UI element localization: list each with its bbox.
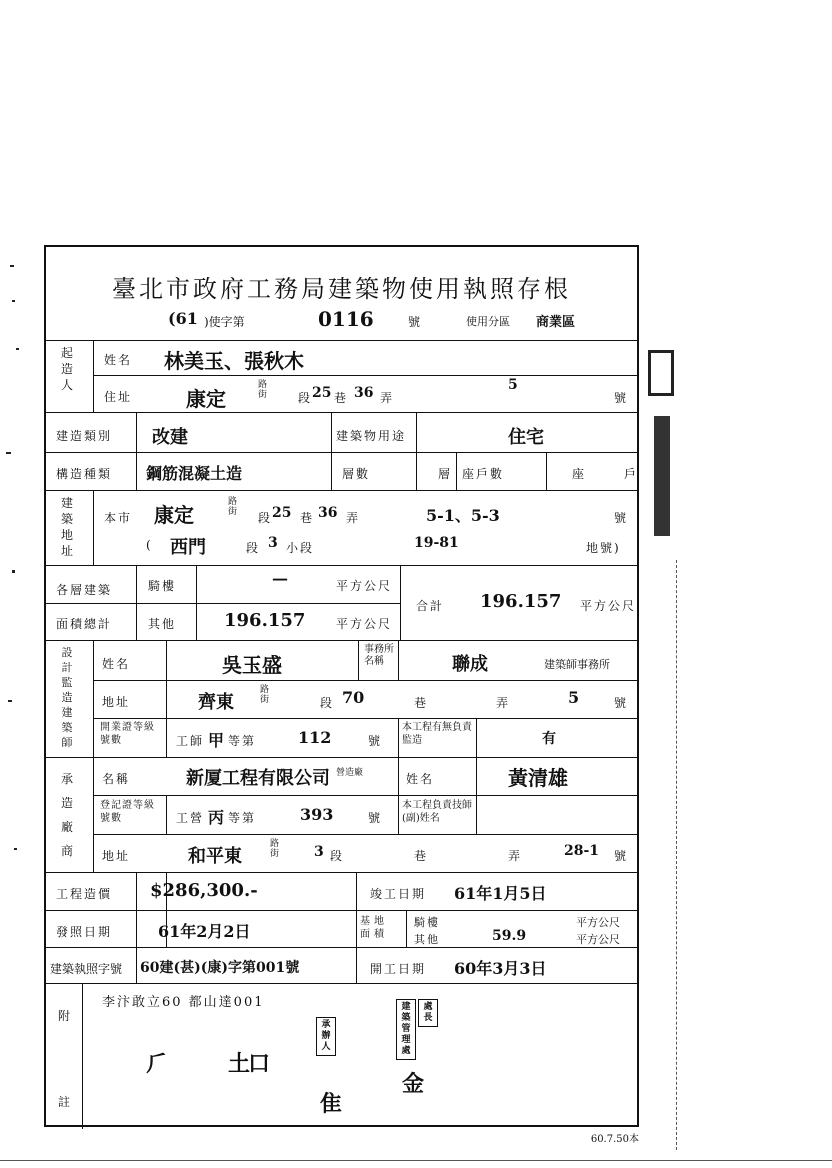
base-other-value: 59.9: [492, 928, 527, 944]
rule: [398, 640, 399, 680]
applicant-lane: 25: [312, 385, 332, 401]
architect-road-unit: 路街: [260, 685, 272, 705]
rule: [456, 452, 457, 490]
permit-form: [44, 245, 639, 1145]
rule: [331, 412, 332, 490]
architect-number-unit: 號: [614, 696, 629, 710]
base-arcade-label: 騎樓: [414, 916, 440, 929]
margin-stamp-strip: [648, 350, 688, 536]
households-unit-2: 戶: [624, 467, 639, 481]
contractor-person-value: 黃清雄: [508, 766, 568, 790]
architect-group-label: 設計監造建築師: [61, 646, 73, 749]
rule: [46, 983, 637, 984]
rule: [476, 795, 477, 834]
office-name-suffix: 建築師事務所: [544, 658, 610, 671]
architect-address-label: 地址: [102, 695, 131, 709]
total-area-label: 合計: [416, 599, 445, 613]
site-group-label: 建築地址: [60, 496, 73, 558]
contractor-number: 28-1: [564, 843, 600, 859]
registration-prefix: 工營: [176, 811, 205, 825]
applicant-group-label: 起造人: [60, 346, 73, 392]
contractor-address-label: 地址: [102, 849, 131, 863]
rule: [46, 872, 637, 873]
other-area-unit: 平方公尺: [336, 617, 393, 631]
license-number-unit: 號: [368, 734, 383, 748]
rule: [136, 412, 137, 490]
permit-suffix: 號: [408, 315, 421, 329]
applicant-road: 康定: [186, 387, 226, 411]
site-lot: 19-81: [414, 535, 459, 551]
applicant-lane-unit: 巷: [334, 391, 349, 405]
site-alley: 36: [318, 505, 338, 521]
applicant-address-label: 住址: [104, 390, 133, 404]
building-use-label: 建築物用途: [336, 429, 407, 443]
permit-number: 0116: [318, 307, 374, 331]
margin-mark: [648, 350, 674, 396]
contractor-sec-unit: 段: [330, 849, 345, 863]
registration-number: 393: [300, 805, 334, 824]
other-area-value: 196.157: [224, 610, 306, 631]
total-area-unit: 平方公尺: [580, 599, 637, 613]
license-grade-unit: 等第: [228, 734, 257, 748]
rule: [476, 718, 477, 757]
applicant-alley: 36: [354, 385, 374, 401]
rule: [406, 910, 407, 947]
scan-speck: [12, 300, 15, 302]
architect-alley-unit: 弄: [496, 696, 511, 710]
issue-date-label: 發照日期: [56, 925, 113, 939]
architect-name-label: 姓名: [102, 657, 131, 671]
contractor-group-label: 承造廠商: [60, 772, 73, 858]
cost-label: 工程造價: [56, 887, 113, 901]
rule: [136, 565, 137, 640]
site-lot-unit: 地號): [586, 541, 621, 555]
approval-stamp-1: 建築管理處: [396, 999, 416, 1060]
rule: [46, 490, 637, 491]
applicant-alley-unit: 弄: [380, 391, 395, 405]
scan-speck: [8, 700, 12, 702]
applicant-name-label: 姓名: [104, 353, 133, 367]
site-district: 西門: [170, 537, 206, 558]
site-open-paren: (: [146, 538, 153, 552]
zone-label: 使用分區: [466, 315, 510, 328]
license-prefix: 工師: [176, 734, 205, 748]
remarks-label-2: 註: [58, 1095, 73, 1109]
rule: [546, 452, 547, 490]
site-number-unit: 號: [614, 511, 629, 525]
rule: [46, 340, 637, 341]
other-area-label: 其他: [148, 617, 177, 631]
permit-prefix: )使字第: [204, 315, 245, 329]
contractor-road-unit: 路街: [270, 839, 282, 859]
approval-stamp-2: 處長: [418, 999, 438, 1027]
rule: [82, 983, 83, 1129]
rule: [93, 375, 637, 376]
rule: [46, 640, 637, 641]
structure-type-value: 鋼筋混凝土造: [146, 464, 243, 483]
supervise-value: 有: [542, 731, 556, 747]
registration-label: 登記證等級號數: [100, 800, 155, 824]
approval-stamp-3: 承辦人: [316, 1017, 336, 1056]
rule: [356, 872, 357, 983]
rule: [136, 872, 137, 983]
architect-sec-unit: 段: [320, 696, 335, 710]
signature-2: ⾫: [320, 1091, 341, 1117]
rule: [166, 640, 167, 757]
remarks-note: 李汴敢立60 都山達001: [102, 995, 265, 1010]
signature-1: ⼟⼝: [228, 1051, 269, 1077]
registration-grade-unit: 等第: [228, 811, 257, 825]
year-code: (61: [168, 309, 198, 328]
base-area-label: 基地面積: [360, 916, 388, 940]
rule: [93, 718, 637, 719]
households-unit: 座: [572, 467, 587, 481]
rule: [400, 565, 401, 640]
contractor-sec: 3: [314, 844, 324, 860]
office-name-label: 事務所名稱: [364, 644, 394, 667]
zone-value: 商業區: [536, 315, 576, 330]
area-label-line2: 面積總計: [56, 617, 113, 631]
completion-date-value: 61年1月5日: [454, 884, 547, 903]
arcade-label: 騎樓: [148, 579, 177, 593]
arcade-value: —: [272, 569, 288, 588]
remarks-label-1: 附: [58, 1009, 73, 1023]
rule: [46, 565, 637, 566]
applicant-road-unit: 路街: [258, 380, 270, 400]
permit-no-value: 60建(甚)(康)字第001號: [140, 960, 300, 976]
contractor-number-unit: 號: [614, 849, 629, 863]
architect-lane-unit: 巷: [414, 696, 429, 710]
license-label: 開業證等級號數: [100, 722, 155, 746]
rule: [398, 757, 399, 834]
applicant-name-value: 林美玉、張秋木: [164, 349, 304, 373]
rule: [196, 565, 197, 640]
site-road-unit: 路街: [228, 497, 240, 517]
site-lane: 25: [272, 505, 292, 521]
contractor-person-label: 姓名: [406, 772, 435, 786]
license-number: 112: [298, 728, 332, 747]
contractor-lane-unit: 巷: [414, 849, 429, 863]
site-sec-unit: 段: [258, 511, 273, 525]
applicant-sec-unit: 段: [298, 391, 313, 405]
rule: [93, 490, 94, 565]
site-subsection-unit: 小段: [286, 541, 315, 555]
rule: [93, 680, 637, 681]
rule: [46, 910, 637, 911]
floors-label: 層數: [342, 467, 371, 481]
site-numbers: 5-1、5-3: [426, 506, 500, 525]
scan-speck: [16, 348, 19, 350]
rule: [93, 640, 94, 872]
scan-speck: [10, 265, 14, 267]
rule: [93, 340, 94, 412]
building-use-value: 住宅: [508, 427, 544, 448]
rule: [93, 795, 637, 796]
scan-edge-line: [0, 1160, 832, 1161]
rule: [46, 412, 637, 413]
rule: [358, 640, 359, 680]
site-district-sec: 段: [246, 541, 261, 555]
completion-date-label: 竣工日期: [370, 887, 427, 901]
start-date-label: 開工日期: [370, 962, 427, 976]
signature-3: ⾦: [402, 1071, 423, 1097]
page-edge-line: [676, 560, 677, 1150]
form-title: 臺北市政府工務局建築物使用執照存根: [112, 275, 571, 303]
license-grade: 甲: [208, 731, 225, 750]
contractor-name-suffix: 營造廠: [336, 768, 364, 778]
site-city: 本市: [104, 511, 133, 525]
print-code: 60.7.50本: [590, 1134, 639, 1145]
office-name-value: 聯成: [452, 654, 488, 675]
contractor-name-label: 名稱: [102, 772, 131, 786]
scan-speck: [12, 570, 15, 573]
permit-no-label: 建築執照字號: [50, 962, 123, 976]
contractor-name-value: 新厦工程有限公司: [186, 768, 330, 789]
rule: [46, 452, 637, 453]
scan-speck: [6, 452, 11, 454]
base-other-unit: 平方公尺: [576, 933, 620, 946]
site-alley-unit: 弄: [346, 511, 361, 525]
rule: [476, 757, 477, 796]
site-subsection: 3: [268, 535, 278, 551]
base-other-label: 其他: [414, 933, 440, 946]
applicant-number: 5: [508, 377, 518, 393]
rule: [166, 795, 167, 834]
issue-date-value: 61年2月2日: [158, 922, 251, 941]
permit-number-row: [46, 309, 637, 335]
rule: [46, 757, 637, 758]
rule: [93, 834, 637, 835]
scan-speck: [14, 848, 17, 850]
arcade-unit: 平方公尺: [336, 579, 393, 593]
supervise-label: 本工程有無負責監造: [402, 722, 472, 746]
architect-name-value: 吳玉盛: [222, 653, 282, 677]
construction-type-value: 改建: [152, 427, 188, 448]
construction-type-label: 建造類別: [56, 429, 113, 443]
architect-lane: 70: [342, 688, 365, 707]
registration-grade: 丙: [208, 808, 225, 827]
architect-road: 齊東: [198, 692, 234, 713]
total-area-value: 196.157: [480, 591, 562, 612]
applicant-number-unit: 號: [614, 391, 629, 405]
rule: [46, 603, 400, 604]
area-label-line1: 各層建築: [56, 583, 113, 597]
contractor-alley-unit: 弄: [508, 849, 523, 863]
households-label: 座戶數: [462, 467, 505, 481]
structure-type-label: 構造種類: [56, 467, 113, 481]
base-arcade-unit: 平方公尺: [576, 916, 620, 929]
start-date-value: 60年3月3日: [454, 959, 547, 978]
engineer-label: 本工程負責技師(副)姓名: [402, 800, 472, 824]
rule: [46, 947, 637, 948]
architect-number: 5: [568, 688, 580, 707]
site-lane-unit: 巷: [300, 511, 315, 525]
rule: [416, 412, 417, 490]
rule: [398, 718, 399, 757]
registration-number-unit: 號: [368, 811, 383, 825]
handwritten-mark: ⺁: [146, 1051, 167, 1077]
contractor-road: 和平東: [188, 846, 242, 867]
floors-unit: 層: [438, 467, 453, 481]
cost-value: $286,300.-: [150, 880, 258, 901]
margin-mark: [654, 416, 670, 536]
site-road: 康定: [154, 503, 194, 527]
